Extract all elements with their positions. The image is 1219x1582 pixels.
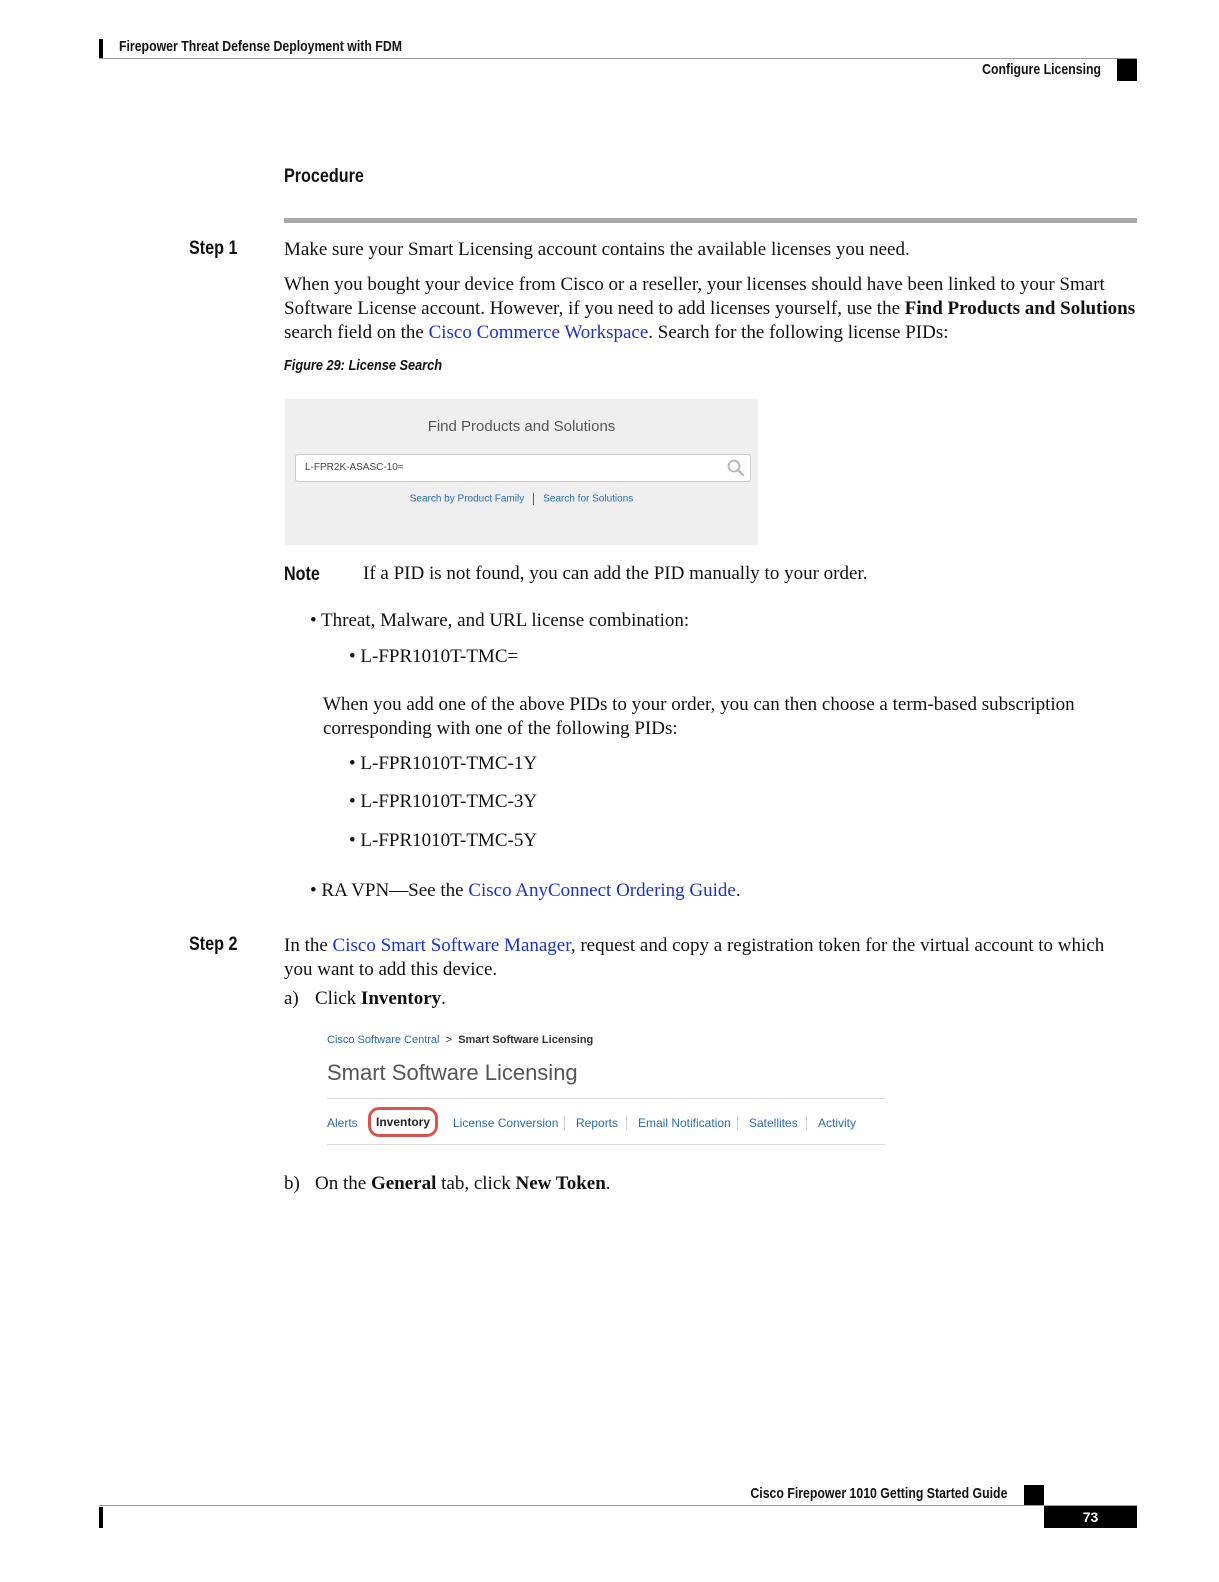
- bullet-ravpn: [310, 880, 741, 902]
- tabs-rule-top: [327, 1098, 885, 1099]
- search-input[interactable]: L-FPR2K-ASASC-10=: [295, 454, 751, 482]
- tab-divider: [564, 1116, 565, 1130]
- link-separator: [533, 493, 534, 505]
- find-products-title: Find Products and Solutions: [427, 418, 616, 435]
- page-title: Smart Software Licensing: [327, 1060, 578, 1085]
- step2-para-a: In the: [284, 935, 333, 956]
- step1-line: Make sure your Smart Licensing account contains the available licenses you need.: [284, 239, 910, 260]
- page-number: 73: [1044, 1506, 1137, 1528]
- search-by-product-family-link[interactable]: Search by Product Family: [409, 493, 525, 505]
- substep-a: [315, 988, 446, 1010]
- step1-para-a: When you bought your device from Cisco or a reseller, your licenses should have been linked to your Smart Software License account. However, if you need to add licenses yourself, use the: [284, 274, 1105, 319]
- breadcrumb: [327, 1034, 593, 1046]
- tab-satellites[interactable]: Satellites: [749, 1116, 798, 1130]
- tab-email-notification[interactable]: Email Notification: [638, 1116, 731, 1130]
- search-links: [285, 493, 758, 505]
- substep-a-text: Click: [315, 988, 361, 1009]
- chapter-title: Configure Licensing: [982, 61, 1101, 78]
- search-icon[interactable]: [727, 459, 744, 476]
- substep-b-text2: tab, click: [436, 1173, 516, 1194]
- book-title: Firepower Threat Defense Deployment with FDM: [119, 38, 402, 55]
- substep-a-bold: Inventory: [360, 988, 442, 1009]
- tab-reports[interactable]: Reports: [576, 1116, 619, 1130]
- step2-para-b: , request and copy a registration token for the virtual account to which you want to add this device.: [284, 935, 1105, 980]
- cisco-smart-software-manager-link[interactable]: Cisco Smart Software Manager: [332, 935, 571, 956]
- footer-bar-left: [99, 1507, 103, 1528]
- breadcrumb-separator: >: [445, 1034, 453, 1046]
- step1-paragraph: [284, 273, 1137, 345]
- step1-para-c: . Search for the following license PIDs:: [648, 322, 949, 343]
- note-label: Note: [284, 564, 320, 585]
- substep-b-prefix: b): [284, 1173, 300, 1194]
- note-text: If a PID is not found, you can add the PID manually to your order.: [363, 563, 868, 584]
- anyconnect-ordering-guide-link[interactable]: Cisco AnyConnect Ordering Guide: [468, 880, 736, 901]
- bullet-tmc-1y: • L-FPR1010T-TMC-1Y: [349, 753, 538, 774]
- smart-software-licensing-figure: [327, 1030, 885, 1148]
- substep-b-bold1: General: [370, 1173, 437, 1194]
- tab-divider: [806, 1116, 807, 1130]
- substep-b-text1: On the: [315, 1173, 371, 1194]
- step2-paragraph: [284, 934, 1137, 982]
- footer-block: [1024, 1485, 1044, 1506]
- step1-para-bold: Find Products and Solutions: [904, 298, 1136, 319]
- ravpn-text: • RA VPN—See the: [310, 880, 469, 901]
- procedure-heading: Procedure: [284, 166, 364, 187]
- tab-alerts[interactable]: Alerts: [327, 1116, 358, 1130]
- footer-guide-title: Cisco Firepower 1010 Getting Started Guide: [749, 1485, 1007, 1502]
- ravpn-end: .: [735, 880, 741, 901]
- step1-para-b: search field on the: [284, 322, 429, 343]
- procedure-rule: [284, 218, 1137, 223]
- bullet-threat: • Threat, Malware, and URL license combination:: [310, 610, 690, 631]
- substep-b: [315, 1173, 611, 1195]
- tabs-rule-bottom: [327, 1144, 885, 1145]
- tab-inventory[interactable]: Inventory: [368, 1107, 438, 1137]
- tab-activity[interactable]: Activity: [818, 1116, 857, 1130]
- bullet-tmc: • L-FPR1010T-TMC=: [349, 646, 519, 667]
- substep-b-end: .: [605, 1173, 611, 1194]
- footer-rule: [99, 1505, 1137, 1506]
- breadcrumb-cisco-software-central[interactable]: Cisco Software Central: [327, 1034, 440, 1046]
- tab-license-conversion[interactable]: License Conversion: [453, 1116, 559, 1130]
- figure29-caption: Figure 29: License Search: [284, 357, 443, 374]
- tab-divider: [737, 1116, 738, 1130]
- cisco-commerce-workspace-link[interactable]: Cisco Commerce Workspace: [428, 322, 649, 343]
- tab-divider: [626, 1116, 627, 1130]
- bullet-tmc-3y: • L-FPR1010T-TMC-3Y: [349, 791, 538, 812]
- breadcrumb-current: Smart Software Licensing: [458, 1034, 594, 1046]
- step1-label: Step 1: [189, 238, 238, 259]
- bullet-tmc-5y: • L-FPR1010T-TMC-5Y: [349, 830, 538, 851]
- term-paragraph: When you add one of the above PIDs to your order, you can then choose a term-based subscription corresponding with one of the following PIDs:: [323, 694, 1075, 739]
- substep-a-prefix: a): [284, 988, 299, 1009]
- header-block: [1117, 59, 1137, 81]
- header-rule: [99, 58, 1137, 59]
- step2-label: Step 2: [189, 934, 238, 955]
- substep-b-bold2: New Token: [515, 1173, 606, 1194]
- search-for-solutions-link[interactable]: Search for Solutions: [543, 493, 634, 505]
- header-bar-left: [99, 39, 103, 59]
- license-search-figure: [285, 399, 758, 545]
- substep-a-end: .: [441, 988, 446, 1009]
